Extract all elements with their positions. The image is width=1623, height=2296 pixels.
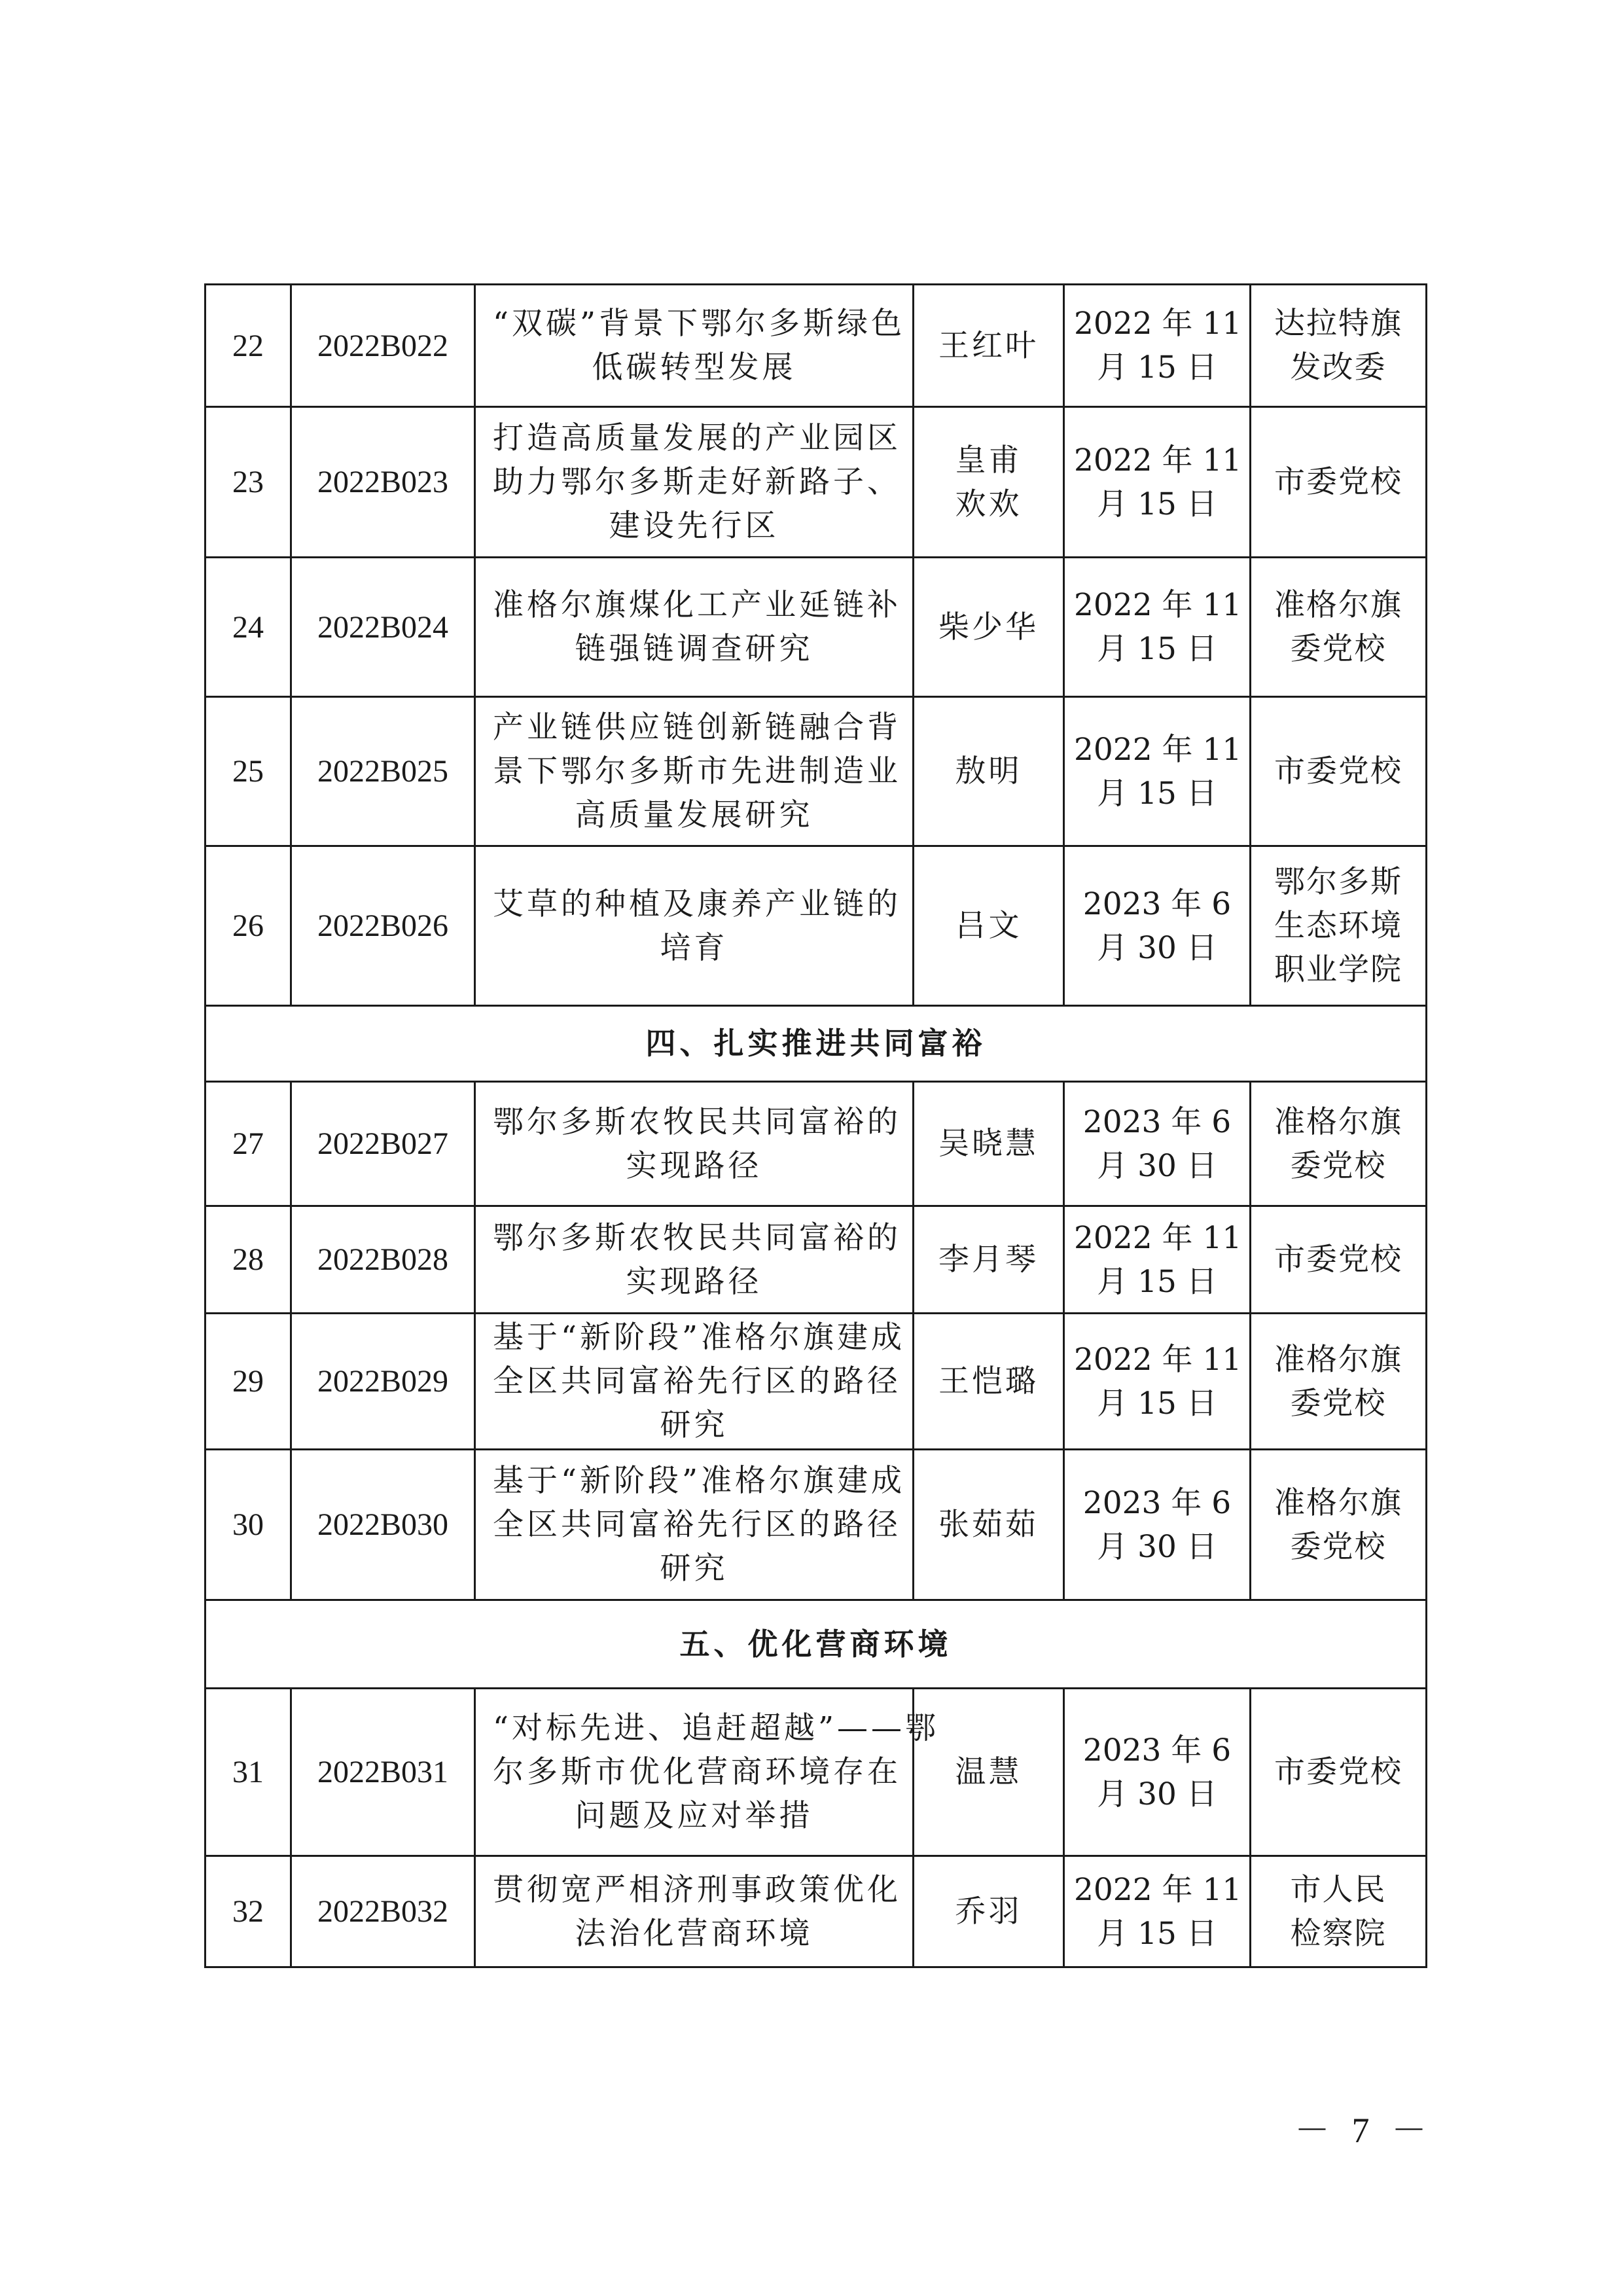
- deadline-line: 2023 年 6: [1082, 1732, 1232, 1768]
- project-title-line: 研究: [660, 1407, 728, 1443]
- organization-line: 准格尔旗: [1274, 1103, 1402, 1140]
- author-cell: [914, 846, 1064, 1006]
- project-title-line: 贯彻宽严相济刑事政策优化: [493, 1871, 901, 1908]
- page-number: － 7 －: [1294, 2111, 1433, 2150]
- index-cell: 28: [205, 1206, 291, 1314]
- project-title-line: 培育: [660, 929, 728, 966]
- organization-cell: [1251, 1206, 1427, 1314]
- organization-cell: [1251, 1856, 1427, 1967]
- deadline-line: 月 15 日: [1097, 350, 1217, 386]
- deadline-cell: [1064, 407, 1251, 558]
- organization-cell: [1251, 846, 1427, 1006]
- deadline-cell: [1064, 558, 1251, 697]
- organization-line: 市委党校: [1274, 464, 1402, 500]
- deadline-line: 月 15 日: [1097, 775, 1217, 812]
- project-title-line: 建设先行区: [609, 508, 779, 544]
- project-title-line: 准格尔旗煤化工产业延链补: [493, 587, 901, 623]
- project-title-line: 链强链调查研究: [575, 631, 813, 667]
- organization-line: 市人民: [1290, 1871, 1387, 1908]
- project-title-cell: [475, 1206, 914, 1314]
- index-cell: 32: [205, 1856, 291, 1967]
- organization-line: 市委党校: [1274, 1754, 1402, 1790]
- organization-line: 委党校: [1290, 631, 1387, 667]
- deadline-line: 2022 年 11: [1074, 587, 1242, 623]
- project-title-line: 低碳转型发展: [592, 350, 796, 386]
- author-line: 张茹茹: [938, 1507, 1039, 1543]
- author-cell: [914, 1450, 1064, 1600]
- author-line: 乔羽: [955, 1893, 1022, 1929]
- organization-line: 鄂尔多斯: [1274, 864, 1402, 900]
- index-cell: 31: [205, 1689, 291, 1856]
- organization-line: 市委党校: [1274, 1242, 1402, 1278]
- author-line: 柴少华: [938, 609, 1039, 645]
- organization-line: 准格尔旗: [1274, 587, 1402, 623]
- deadline-cell: [1064, 697, 1251, 846]
- organization-line: 达拉特旗: [1274, 306, 1402, 342]
- organization-cell: [1251, 1689, 1427, 1856]
- author-line: 敖明: [955, 753, 1022, 789]
- project-title-line: 鄂尔多斯农牧民共同富裕的: [493, 1219, 901, 1256]
- deadline-line: 月 30 日: [1097, 1147, 1217, 1184]
- organization-cell: [1251, 407, 1427, 558]
- project-title-cell: [475, 1314, 914, 1450]
- author-line: 温慧: [955, 1754, 1022, 1790]
- deadline-cell: [1064, 285, 1251, 407]
- project-title-line: 景下鄂尔多斯市先进制造业: [493, 753, 901, 789]
- project-title-line: 鄂尔多斯农牧民共同富裕的: [493, 1103, 901, 1140]
- index-cell: 30: [205, 1450, 291, 1600]
- organization-line: 委党校: [1290, 1528, 1387, 1565]
- project-title-line: 实现路径: [626, 1147, 762, 1184]
- organization-cell: [1251, 1082, 1427, 1206]
- author-cell: [914, 1856, 1064, 1967]
- author-line: 王红叶: [938, 327, 1039, 364]
- organization-line: 准格尔旗: [1274, 1484, 1402, 1521]
- table-row: [205, 558, 1427, 697]
- table-row: [205, 1689, 1427, 1856]
- project-title-line: 全区共同富裕先行区的路径: [493, 1507, 901, 1543]
- deadline-line: 月 30 日: [1097, 929, 1217, 966]
- index-cell: 26: [205, 846, 291, 1006]
- deadline-line: 2023 年 6: [1082, 886, 1232, 922]
- table-row: [205, 1314, 1427, 1450]
- project-title-line: 研究: [660, 1551, 728, 1587]
- organization-line: 检察院: [1290, 1915, 1387, 1952]
- author-line: 王恺璐: [938, 1363, 1039, 1399]
- project-title-cell: [475, 285, 914, 407]
- organization-line: 发改委: [1290, 350, 1387, 386]
- organization-cell: [1251, 558, 1427, 697]
- author-cell: [914, 407, 1064, 558]
- deadline-line: 月 15 日: [1097, 486, 1217, 522]
- index-cell: 23: [205, 407, 291, 558]
- project-code-cell: 2022B028: [291, 1206, 475, 1314]
- deadline-line: 月 15 日: [1097, 1263, 1217, 1300]
- project-code-cell: 2022B026: [291, 846, 475, 1006]
- project-title-line: 法治化营商环境: [575, 1915, 813, 1952]
- organization-line: 市委党校: [1274, 753, 1402, 789]
- organization-line: 生态环境: [1274, 908, 1402, 944]
- section-title: 五、优化营商环境: [205, 1600, 1427, 1689]
- project-title-line: 打造高质量发展的产业园区: [493, 420, 901, 456]
- organization-cell: [1251, 697, 1427, 846]
- author-line: 皇甫: [955, 442, 1022, 478]
- deadline-line: 2023 年 6: [1082, 1484, 1232, 1521]
- project-title-line: 尔多斯市优化营商环境存在: [493, 1754, 901, 1790]
- project-title-cell: [475, 1082, 914, 1206]
- deadline-line: 2022 年 11: [1074, 1871, 1242, 1908]
- index-cell: 22: [205, 285, 291, 407]
- organization-cell: [1251, 285, 1427, 407]
- section-header-row: [205, 1006, 1427, 1082]
- project-title-cell: [475, 697, 914, 846]
- author-cell: [914, 697, 1064, 846]
- author-line: 吴晓慧: [938, 1126, 1039, 1162]
- deadline-line: 月 30 日: [1097, 1776, 1217, 1812]
- author-cell: [914, 558, 1064, 697]
- deadline-line: 月 15 日: [1097, 1385, 1217, 1422]
- project-code-cell: 2022B023: [291, 407, 475, 558]
- deadline-cell: [1064, 1689, 1251, 1856]
- table-row: [205, 407, 1427, 558]
- project-code-cell: 2022B030: [291, 1450, 475, 1600]
- deadline-cell: [1064, 1082, 1251, 1206]
- deadline-line: 2022 年 11: [1074, 306, 1242, 342]
- organization-line: 委党校: [1290, 1385, 1387, 1422]
- table-row: [205, 697, 1427, 846]
- table-row: [205, 1450, 1427, 1600]
- author-cell: [914, 1206, 1064, 1314]
- project-title-line: “对标先进、追赶超越”——鄂: [493, 1710, 940, 1746]
- deadline-cell: [1064, 1206, 1251, 1314]
- project-code-cell: 2022B027: [291, 1082, 475, 1206]
- deadline-cell: [1064, 846, 1251, 1006]
- project-title-line: 基于“新阶段”准格尔旗建成: [493, 1463, 906, 1499]
- project-code-cell: 2022B024: [291, 558, 475, 697]
- project-title-cell: [475, 1450, 914, 1600]
- table-row: [205, 846, 1427, 1006]
- section-header-row: [205, 1600, 1427, 1689]
- project-title-cell: [475, 846, 914, 1006]
- deadline-line: 2022 年 11: [1074, 731, 1242, 768]
- organization-line: 准格尔旗: [1274, 1341, 1402, 1378]
- author-cell: [914, 285, 1064, 407]
- index-cell: 27: [205, 1082, 291, 1206]
- deadline-line: 2022 年 11: [1074, 1219, 1242, 1256]
- project-title-cell: [475, 407, 914, 558]
- table-row: [205, 1082, 1427, 1206]
- section-title: 四、扎实推进共同富裕: [205, 1006, 1427, 1082]
- organization-cell: [1251, 1314, 1427, 1450]
- author-cell: [914, 1082, 1064, 1206]
- table-row: [205, 285, 1427, 407]
- author-line: 欢欢: [955, 486, 1022, 522]
- author-line: 李月琴: [938, 1242, 1039, 1278]
- deadline-line: 2022 年 11: [1074, 442, 1242, 478]
- author-cell: [914, 1314, 1064, 1450]
- deadline-cell: [1064, 1314, 1251, 1450]
- organization-line: 职业学院: [1274, 952, 1402, 988]
- deadline-line: 月 15 日: [1097, 631, 1217, 667]
- project-table: [204, 283, 1427, 1968]
- deadline-line: 月 15 日: [1097, 1915, 1217, 1952]
- table-row: [205, 1856, 1427, 1967]
- project-title-line: 实现路径: [626, 1263, 762, 1300]
- organization-line: 委党校: [1290, 1147, 1387, 1184]
- project-title-line: 高质量发展研究: [575, 797, 813, 833]
- project-title-line: 全区共同富裕先行区的路径: [493, 1363, 901, 1399]
- project-code-cell: 2022B031: [291, 1689, 475, 1856]
- deadline-cell: [1064, 1450, 1251, 1600]
- project-title-line: “双碳”背景下鄂尔多斯绿色: [493, 306, 906, 342]
- project-title-cell: [475, 1856, 914, 1967]
- deadline-line: 2023 年 6: [1082, 1103, 1232, 1140]
- project-title-line: 问题及应对举措: [575, 1798, 813, 1834]
- project-title-cell: [475, 558, 914, 697]
- project-title-line: 基于“新阶段”准格尔旗建成: [493, 1319, 906, 1355]
- index-cell: 29: [205, 1314, 291, 1450]
- project-title-cell: [475, 1689, 940, 1856]
- project-code-cell: 2022B022: [291, 285, 475, 407]
- project-title-line: 产业链供应链创新链融合背: [493, 709, 901, 745]
- project-table-body: [205, 285, 1427, 1967]
- deadline-line: 2022 年 11: [1074, 1341, 1242, 1378]
- project-code-cell: 2022B029: [291, 1314, 475, 1450]
- project-title-line: 助力鄂尔多斯走好新路子、: [493, 464, 901, 500]
- project-code-cell: 2022B032: [291, 1856, 475, 1967]
- index-cell: 25: [205, 697, 291, 846]
- index-cell: 24: [205, 558, 291, 697]
- deadline-cell: [1064, 1856, 1251, 1967]
- organization-cell: [1251, 1450, 1427, 1600]
- table-row: [205, 1206, 1427, 1314]
- author-line: 吕文: [955, 908, 1022, 944]
- deadline-line: 月 30 日: [1097, 1528, 1217, 1565]
- project-title-line: 艾草的种植及康养产业链的: [493, 886, 901, 922]
- project-code-cell: 2022B025: [291, 697, 475, 846]
